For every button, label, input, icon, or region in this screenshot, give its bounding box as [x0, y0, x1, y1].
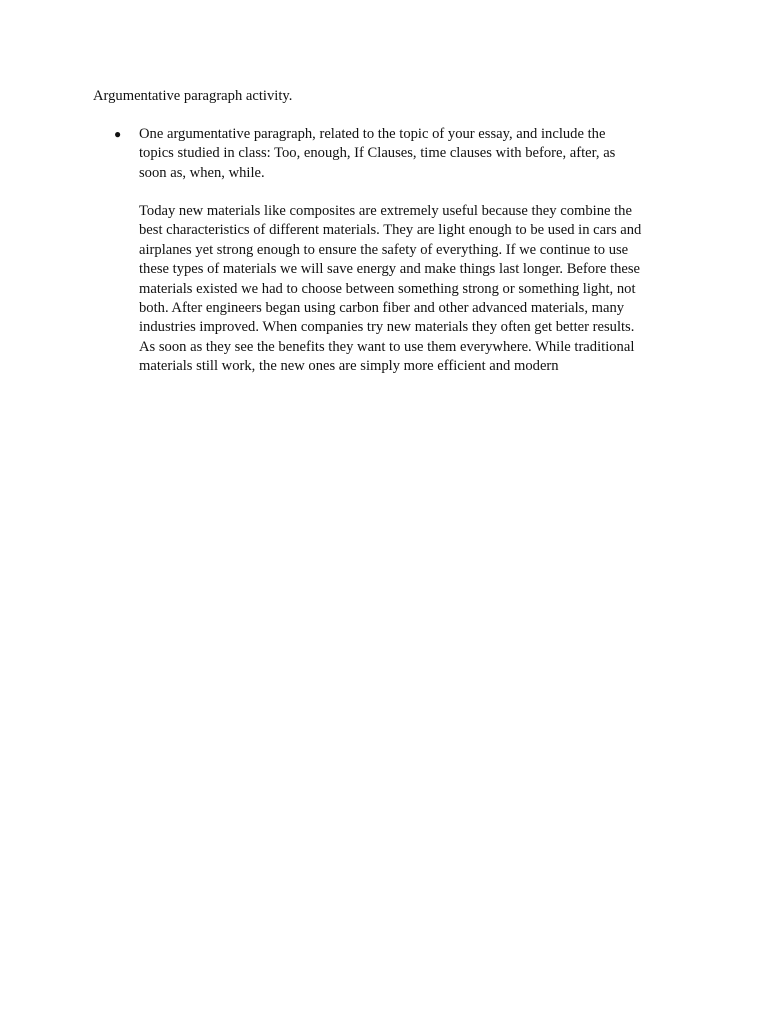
bullet-line: One argumentative paragraph, related to the topic of your essay, and include the — [139, 126, 606, 142]
paragraph-line: these types of materials we will save energy and make things last longer. Before these — [139, 261, 641, 278]
paragraph-line: Today new materials like composites are extremely useful because they combine the — [139, 203, 632, 219]
paragraph-line: best characteristics of different materials. They are light enough to be used in cars and — [139, 222, 642, 239]
argumentative-paragraph — [139, 202, 679, 377]
document-title: Argumentative paragraph activity. — [93, 88, 293, 104]
paragraph-line: industries improved. When companies try new materials they often get better results. — [139, 319, 635, 336]
paragraph-line: materials existed we had to choose between something strong or something light, not — [139, 280, 636, 297]
paragraph-line: As soon as they see the benefits they want to use them everywhere. While traditional — [139, 338, 635, 355]
paragraph-line: materials still work, the new ones are simply more efficient and modern — [139, 358, 559, 375]
paragraph-line: airplanes yet strong enough to ensure the safety of everything. If we continue to use — [139, 241, 629, 258]
paragraph-line: both. After engineers began using carbon fiber and other advanced materials, many — [139, 300, 625, 317]
bullet-icon: ● — [114, 127, 122, 141]
bullet-line: soon as, when, while. — [139, 164, 265, 181]
bullet-line: topics studied in class: Too, enough, If Clauses, time clauses with before, after, as — [139, 145, 616, 162]
bullet-text — [139, 125, 674, 183]
